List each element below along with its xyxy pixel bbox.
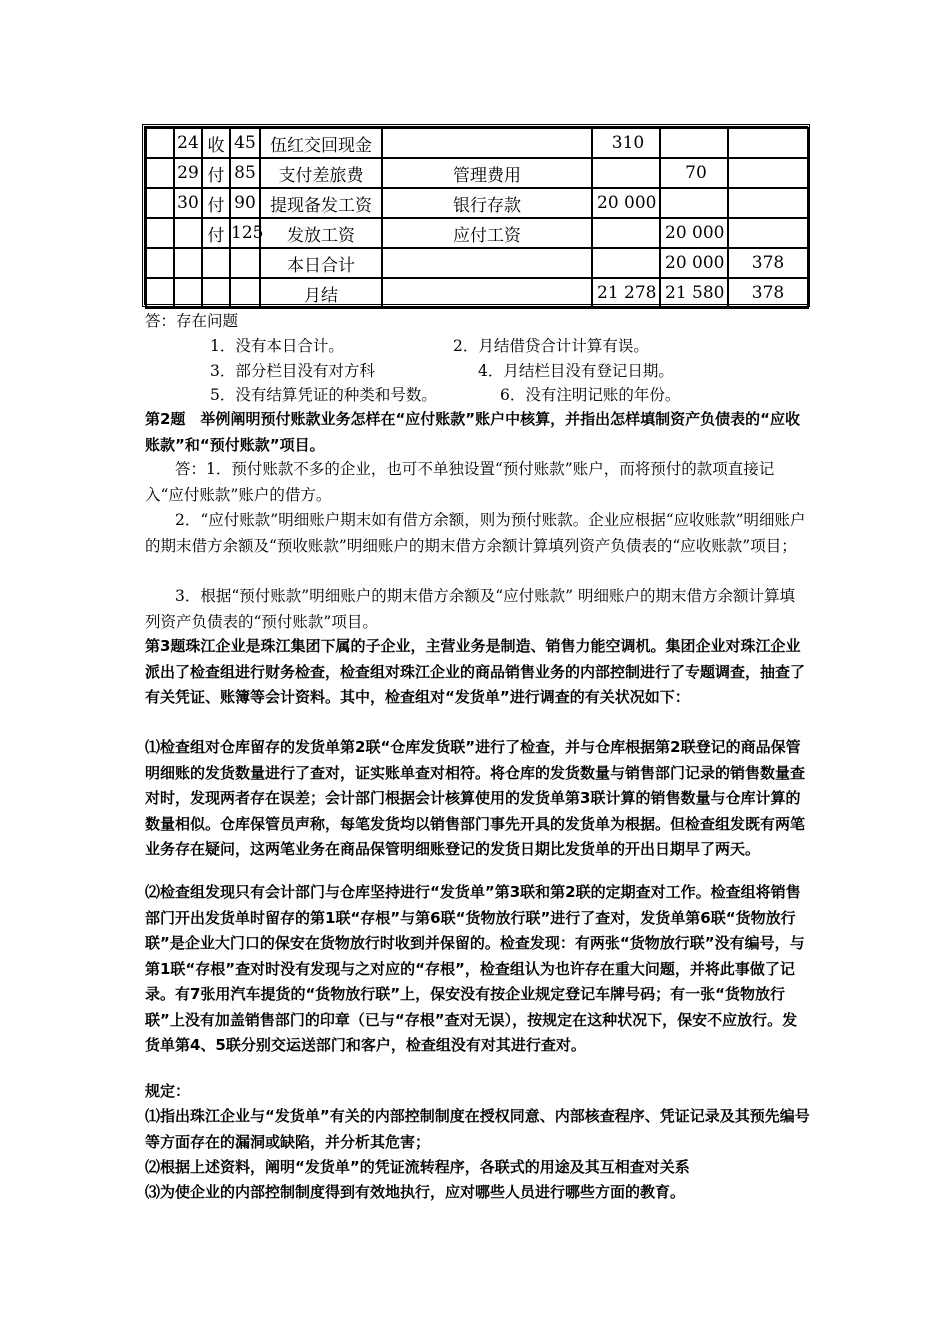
ledger-cell: 提现备发工资 — [260, 188, 382, 218]
answer-item-4: 4．月结栏目没有登记日期。 — [478, 362, 674, 380]
ledger-cell: 发放工资 — [260, 218, 382, 248]
ledger-cell: 85 — [230, 158, 260, 188]
ledger-cell: 管理费用 — [382, 158, 592, 188]
ledger-cell — [146, 248, 174, 278]
question-3-requirement-1: ⑴指出珠江企业与“发货单”有关的内部控制制度在授权同意、内部核查程序、凭证记录及其预先编号等方面存在的漏洞或缺陷，并分析其危害； — [145, 1107, 810, 1151]
ledger-row — [146, 278, 808, 308]
ledger-cell: 支付差旅费 — [260, 158, 382, 188]
ledger-row — [146, 248, 808, 278]
ledger-cell — [382, 278, 592, 308]
answer-intro: 答：存在问题 — [145, 312, 239, 330]
answer-item-1: 1．没有本日合计。 — [210, 337, 344, 355]
ledger-cell — [382, 128, 592, 158]
ledger-cell: 90 — [230, 188, 260, 218]
answer-item-5: 5．没有结算凭证的种类和号数。 — [210, 386, 437, 404]
ledger-cell: 银行存款 — [382, 188, 592, 218]
ledger-cell — [174, 248, 202, 278]
question-3-paragraph-2: ⑵检查组发现只有会计部门与仓库坚持进行“发货单”第3联和第2联的定期查对工作。检查组将销售部门开出发货单时留存的第1联“存根”与第6联“货物放行联”进行了查对，发货单第6联“货物放行联”是企业大门口的保安在货物放行时收到并保留的。检查发现：有两张“货物放行联”没有编号，与第1联“存根”查对时没有发现与之对应的“存根”，检查组认为也许存在重大问题，并将此事做了记录。有7张用汽车提货的“货物放行联”上，保安没有按企业规定登记车牌号码；有一张“货物放行联”上没有加盖销售部门的印章（已与“存根”查对无误），按规定在这种状况下，保安不应放行。发货单第4、5联分别交运送部门和客户，检查组没有对其进行查对。 — [145, 883, 805, 1054]
ledger-row — [146, 158, 808, 188]
ledger-cell — [146, 188, 174, 218]
ledger-cell: 付 — [202, 158, 230, 188]
ledger-row — [146, 188, 808, 218]
ledger-cell — [592, 218, 660, 248]
ledger-cell: 20 000 — [660, 218, 728, 248]
answer-item-6: 6．没有注明记账的年份。 — [500, 386, 681, 404]
ledger-cell — [202, 278, 230, 308]
ledger-cell: 付 — [202, 188, 230, 218]
ledger-cell: 收 — [202, 128, 230, 158]
ledger-cell — [592, 248, 660, 278]
question-3-paragraph-1: ⑴检查组对仓库留存的发货单第2联“仓库发货联”进行了检查，并与仓库根据第2联登记的商品保管明细账的发货数量进行了查对，证实账单查对相符。将仓库的发货数量与销售部门记录的销售数量查对时，发现两者存在误差；会计部门根据会计核算使用的发货单第3联计算的销售数量与仓库计算的数量相似。仓库保管员声称，每笔发货均以销售部门事先开具的发货单为根据。但检查组发既有两笔业务存在疑问，这两笔业务在商品保管明细账登记的发货日期比发货单的开出日期早了两天。 — [145, 738, 806, 858]
ledger-cell: 21 278 — [592, 278, 660, 308]
ledger-cell: 24 — [174, 128, 202, 158]
ledger-cell: 30 — [174, 188, 202, 218]
ledger-cell — [728, 218, 808, 248]
ledger-cell — [146, 128, 174, 158]
question-3-requirement-2: ⑵根据上述资料，阐明“发货单”的凭证流转程序，各联式的用途及其互相查对关系 — [145, 1158, 690, 1176]
ledger-cell — [728, 158, 808, 188]
ledger-row — [146, 128, 808, 158]
ledger-cell: 应付工资 — [382, 218, 592, 248]
ledger-cell — [592, 158, 660, 188]
ledger-cell: 21 580 — [660, 278, 728, 308]
ledger-cell: 伍红交回现金 — [260, 128, 382, 158]
question-2-answer-3: 3．根据“预付账款”明细账户的期末借方余额及“应付账款” 明细账户的期末借方余额计算填列资产负债表的“预付账款”项目。 — [145, 587, 795, 631]
ledger-cell — [660, 188, 728, 218]
ledger-table — [142, 124, 810, 307]
ledger-cell — [146, 218, 174, 248]
ledger-cell — [230, 248, 260, 278]
question-2-answer-2: 2．“应付账款”明细账户期末如有借方余额，则为预付账款。企业应根据“应收账款”明细账户的期末借方余额及“预收账款”明细账户的期末借方余额计算填列资产负债表的“应收账款”项目； — [145, 511, 806, 555]
question-2-title: 第2题 举例阐明预付账款业务怎样在“应付账款”账户中核算，并指出怎样填制资产负债表的“应收账款”和“预付账款”项目。 — [145, 410, 801, 454]
ledger-cell: 20 000 — [592, 188, 660, 218]
ledger-cell: 125 — [230, 218, 260, 248]
ledger-cell: 378 — [728, 278, 808, 308]
answer-item-2: 2．月结借贷合计计算有误。 — [453, 337, 649, 355]
answer-item-3: 3．部分栏目没有对方科 — [210, 362, 375, 380]
ledger-cell — [174, 278, 202, 308]
question-2-answer-1: 答：1．预付账款不多的企业，也可不单独设置“预付账款”账户，而将预付的款项直接记入“应付账款”账户的借方。 — [145, 460, 775, 504]
ledger-cell — [230, 278, 260, 308]
ledger-cell — [146, 158, 174, 188]
question-3-requirements-title: 规定： — [145, 1082, 191, 1100]
ledger-cell — [174, 218, 202, 248]
ledger-cell: 45 — [230, 128, 260, 158]
ledger-cell — [202, 248, 230, 278]
ledger-cell: 月结 — [260, 278, 382, 308]
ledger-cell: 29 — [174, 158, 202, 188]
ledger-cell — [382, 248, 592, 278]
ledger-cell: 378 — [728, 248, 808, 278]
ledger-cell — [660, 128, 728, 158]
ledger-cell: 310 — [592, 128, 660, 158]
ledger-cell — [728, 188, 808, 218]
question-3-requirement-3: ⑶为使企业的内部控制制度得到有效地执行，应对哪些人员进行哪些方面的教育。 — [145, 1183, 686, 1201]
ledger-cell — [146, 278, 174, 308]
ledger-cell — [728, 128, 808, 158]
question-3-intro: 第3题珠江企业是珠江集团下属的子企业，主营业务是制造、销售力能空调机。集团企业对珠江企业派出了检查组进行财务检查，检查组对珠江企业的商品销售业务的内部控制进行了专题调查，抽查了有关凭证、账簿等会计资料。其中，检查组对“发货单”进行调查的有关状况如下： — [145, 637, 806, 706]
ledger-cell: 20 000 — [660, 248, 728, 278]
ledger-cell: 70 — [660, 158, 728, 188]
ledger-cell: 本日合计 — [260, 248, 382, 278]
ledger-row — [146, 218, 808, 248]
ledger-cell: 付 — [202, 218, 230, 248]
